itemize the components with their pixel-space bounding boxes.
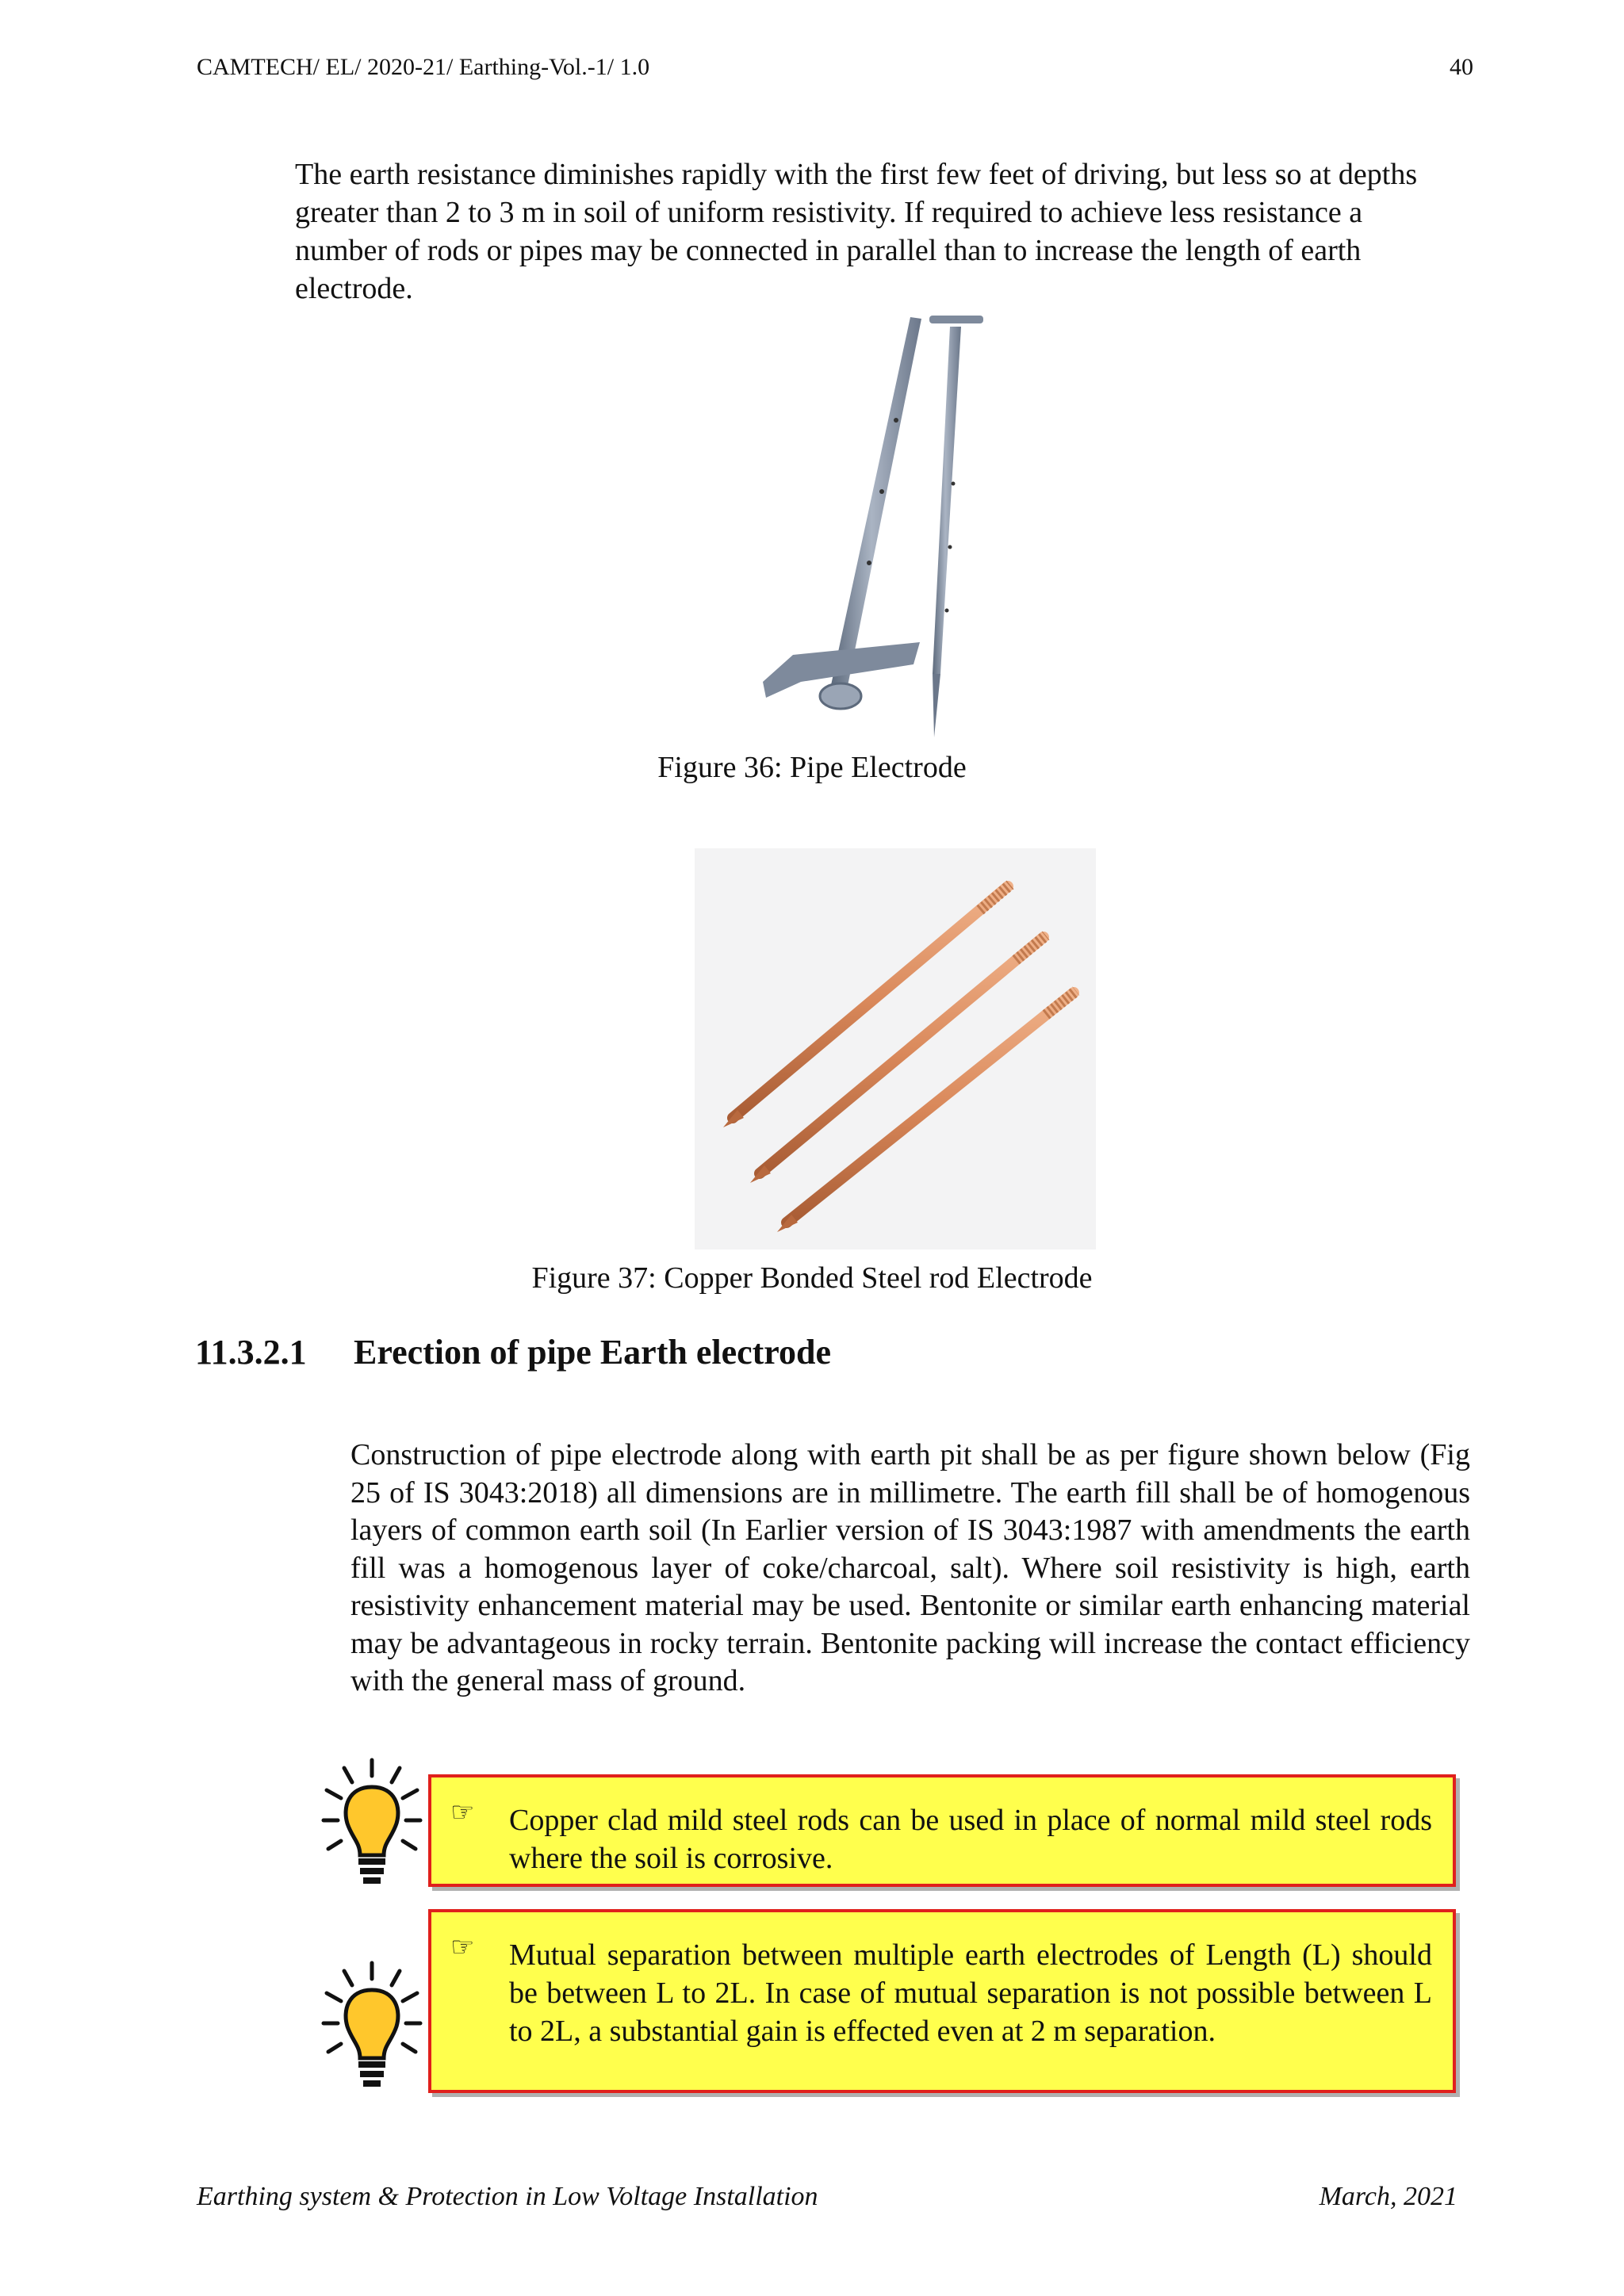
- lightbulb-icon: [320, 1958, 423, 2093]
- pipe-right-tip: [933, 674, 940, 737]
- lightbulb-icon: [320, 1755, 423, 1890]
- footer-date: March, 2021: [1319, 2182, 1457, 2211]
- pipe-electrode-figure: [745, 309, 1063, 753]
- copper-rod-figure: [695, 848, 1096, 1249]
- header-page-number: 40: [1450, 54, 1473, 80]
- pointing-hand-icon: ☞: [450, 1933, 475, 1962]
- construction-paragraph: Construction of pipe electrode along with earth pit shall be as per figure shown below (Fig 25 of IS 3043:2018) all dimensions are in millimetre. The earth fill shall be of homogenous layers of common earth soil (In Earlier version of IS 3043:1987 with amendments the earth fill was a homogenous layer of coke/charcoal, salt). Where soil resistivity is high, earth resistivity enhancement material may be used. Bentonite or similar earth enhancing material may be advantageous in rocky terrain. Bentonite packing will increase the contact efficiency with the general mass of ground.: [350, 1438, 1470, 1697]
- pipe-right: [933, 327, 961, 674]
- section-heading: [195, 1332, 831, 1372]
- section-number: 11.3.2.1: [195, 1333, 307, 1372]
- header-document-id: CAMTECH/ EL/ 2020-21/ Earthing-Vol.-1/ 1.0: [197, 54, 650, 80]
- note-box-2: [428, 1909, 1456, 2093]
- pipe-right-handle: [929, 316, 983, 323]
- intro-paragraph: The earth resistance diminishes rapidly with the first few feet of driving, but less so at depths greater than 2 to 3 m in soil of uniform resistivity. If required to achieve less resistance a number of rods or pipes may be connected in parallel than to increase the length of earth electrode.: [295, 158, 1418, 305]
- footer-title: Earthing system & Protection in Low Voltage Installation: [197, 2182, 818, 2211]
- pipe-opening: [820, 683, 861, 709]
- figure-36-caption: Figure 36: Pipe Electrode: [657, 751, 967, 784]
- figure-37-caption: Figure 37: Copper Bonded Steel rod Electrode: [531, 1261, 1093, 1295]
- pipe-left: [831, 317, 921, 690]
- note-2-text: Mutual separation between multiple earth electrodes of Length (L) should be between L to 2L. In case of mutual separation is not possible between L to 2L, a substantial gain is effected even at 2 m separation.: [509, 1938, 1432, 2048]
- note-1-text: Copper clad mild steel rods can be used in place of normal mild steel rods where the soil is corrosive.: [509, 1804, 1432, 1875]
- copper-rod-3: [777, 991, 1076, 1232]
- note-box-1: [428, 1774, 1456, 1887]
- pointing-hand-icon: ☞: [450, 1798, 475, 1827]
- section-title: Erection of pipe Earth electrode: [354, 1333, 832, 1372]
